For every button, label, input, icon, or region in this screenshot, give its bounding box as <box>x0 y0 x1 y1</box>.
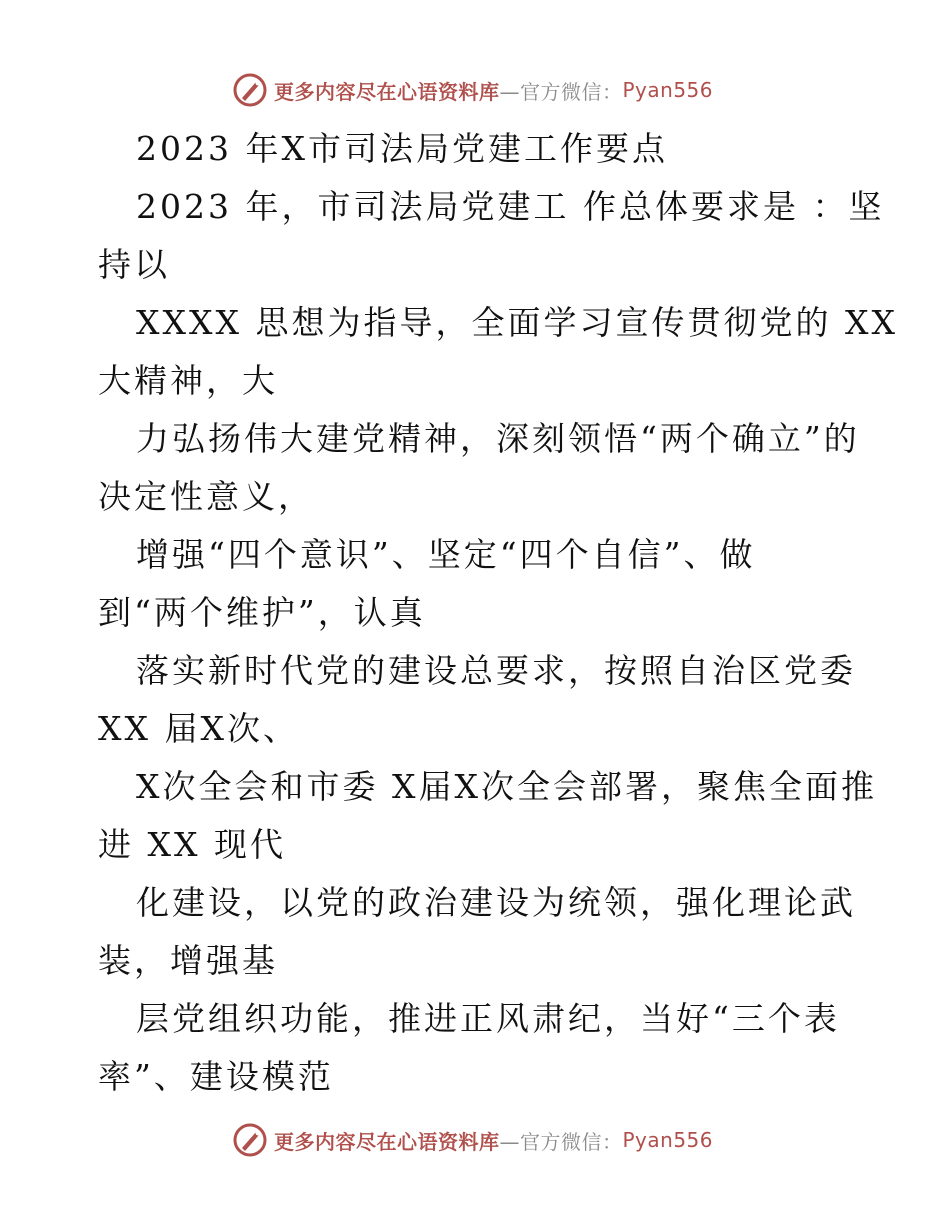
pen-logo-icon <box>232 1122 268 1158</box>
body-line: 决定性意义， <box>98 477 314 516</box>
banner-text-id: Pyan556 <box>622 78 714 102</box>
body-line: 2023 年，市司法局党建工 作总体要求是 ：坚 <box>136 187 885 226</box>
body-line: 率”、建设模范 <box>98 1057 334 1096</box>
body-line: 大精神，大 <box>98 361 278 400</box>
body-line: 进 XX 现代 <box>98 825 286 864</box>
body-line: XX 届X次、 <box>98 709 299 748</box>
banner-text-sep: —官方微信： <box>499 1129 623 1154</box>
body-line: 增强“四个意识”、坚定“四个自信”、做 <box>136 535 756 574</box>
footer-watermark-banner <box>232 1120 713 1160</box>
document-body <box>98 120 898 1106</box>
body-line: 力弘扬伟大建党精神，深刻领悟“两个确立”的 <box>136 419 860 458</box>
banner-text-main: 更多内容尽在心语资料库 <box>274 79 500 104</box>
body-line: 落实新时代党的建设总要求，按照自治区党委 <box>136 651 856 690</box>
body-line: X次全会和市委 X届X次全会部署，聚焦全面推 <box>136 767 877 806</box>
banner-text-id: Pyan556 <box>622 1128 714 1152</box>
banner-text-sep: —官方微信： <box>499 79 623 104</box>
document-title: 2023 年X市司法局党建工作要点 <box>136 129 668 168</box>
body-line: 到“两个维护”，认真 <box>98 593 426 632</box>
body-line: 持以 <box>98 245 170 284</box>
body-line: 化建设，以党的政治建设为统领，强化理论武 <box>136 883 856 922</box>
header-watermark-banner <box>232 70 713 110</box>
banner-text-main: 更多内容尽在心语资料库 <box>274 1129 500 1154</box>
pen-logo-icon <box>232 72 268 108</box>
body-line: 装，增强基 <box>98 941 278 980</box>
body-line: 层党组织功能，推进正风肃纪，当好“三个表 <box>136 999 840 1038</box>
body-line: XXXX 思想为指导，全面学习宣传贯彻党的 XX <box>136 303 898 342</box>
